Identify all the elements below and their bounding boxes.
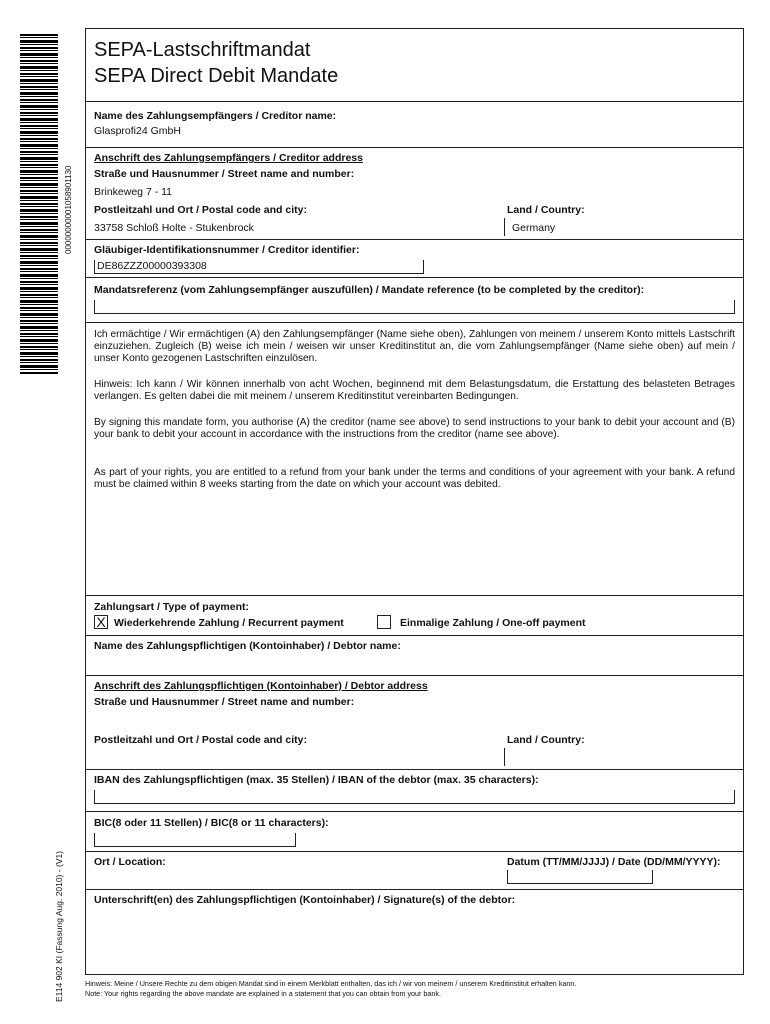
creditor-name-value: Glasprofi24 GmbH — [94, 125, 181, 137]
debtor-bic-field[interactable] — [94, 833, 296, 847]
debtor-iban-section — [86, 769, 743, 812]
date-field[interactable] — [507, 870, 653, 884]
mandate-reference-field[interactable] — [94, 300, 735, 314]
debtor-iban-field[interactable] — [94, 790, 735, 804]
creditor-street-value: Brinkeweg 7 - 11 — [94, 186, 173, 198]
one-off-payment-checkbox[interactable] — [377, 615, 391, 629]
one-off-payment-label: Einmalige Zahlung / One-off payment — [400, 617, 586, 629]
footnote-german: Hinweis: Meine / Unsere Rechte zu dem obigen Mandat sind in einem Merkblatt enthalten, das ich / wir von meinem / unserem Kreditinstitut erhalten kann. — [85, 979, 577, 988]
debtor-address-heading: Anschrift des Zahlungspflichtigen (Kontoinhaber) / Debtor address — [94, 680, 428, 692]
mandate-reference-section — [86, 277, 743, 323]
location-date-section — [86, 851, 743, 890]
creditor-identifier-section — [86, 239, 743, 278]
creditor-postal-value: 33758 Schloß Holte - Stukenbrock — [94, 222, 254, 234]
refund-notice-english: As part of your rights, you are entitled to a refund from your bank under the terms and conditions of your agreement with your bank. A refund must be claimed within 8 weeks starting from the date on which your account was debited. — [94, 467, 735, 491]
title-german: SEPA-Lastschriftmandat — [94, 39, 311, 61]
debtor-address-section — [86, 675, 743, 770]
debtor-postal-label: Postleitzahl und Ort / Postal code and city: — [94, 734, 307, 746]
creditor-country-label: Land / Country: — [507, 204, 585, 216]
debtor-bic-section — [86, 811, 743, 852]
mandate-reference-label: Mandatsreferenz (vom Zahlungsempfänger auszufüllen) / Mandate reference (to be completed by the creditor): — [94, 284, 645, 296]
recurrent-payment-checkbox[interactable]: X — [94, 615, 108, 629]
mandate-text-german: Ich ermächtige / Wir ermächtigen (A) den Zahlungsempfänger (Name siehe oben), Zahlungen von meinem / unserem Konto mittels Lastschrift einzuziehen. Zugleich (B) weise ich mein / weisen wir unser Kreditinstitut an, die vom Zahlungsempfänger (Name siehe oben) auf mein / unser Konto gezogenen Lastschriften einzulösen. — [94, 329, 735, 365]
title-section — [86, 29, 743, 101]
creditor-street-label: Straße und Hausnummer / Street name and number: — [94, 168, 355, 180]
debtor-name-label: Name des Zahlungspflichtigen (Kontoinhaber) / Debtor name: — [94, 640, 401, 652]
creditor-identifier-label: Gläubiger-Identifikationsnummer / Creditor identifier: — [94, 244, 360, 256]
creditor-postal-label: Postleitzahl und Ort / Postal code and city: — [94, 204, 307, 216]
footnote-english: Note: Your rights regarding the above mandate are explained in a statement that you can obtain from your bank. — [85, 989, 442, 998]
creditor-name-section — [86, 101, 743, 148]
signature-label: Unterschrift(en) des Zahlungspflichtigen (Kontoinhaber) / Signature(s) of the debtor: — [94, 894, 516, 906]
creditor-address-heading: Anschrift des Zahlungsempfängers / Creditor address — [94, 152, 363, 164]
date-label: Datum (TT/MM/JJJJ) / Date (DD/MM/YYYY): — [507, 856, 721, 868]
creditor-name-label: Name des Zahlungsempfängers / Creditor name: — [94, 110, 337, 122]
debtor-iban-label: IBAN des Zahlungspflichtigen (max. 35 Stellen) / IBAN of the debtor (max. 35 characters): — [94, 774, 539, 786]
debtor-name-section — [86, 635, 743, 676]
payment-type-label: Zahlungsart / Type of payment: — [94, 601, 249, 613]
mandate-text-section — [86, 322, 743, 596]
barcode — [20, 34, 58, 374]
refund-notice-german: Hinweis: Ich kann / Wir können innerhalb von acht Wochen, beginnend mit dem Belastungsdatum, die Erstattung des belasteten Betrages verlangen. Es gelten dabei die mit meinem / unserem Kreditinstitut vereinbarten Bedingungen. — [94, 379, 735, 403]
creditor-address-section — [86, 147, 743, 240]
debtor-country-label: Land / Country: — [507, 734, 585, 746]
debtor-country-field[interactable] — [504, 748, 505, 766]
debtor-street-label: Straße und Hausnummer / Street name and number: — [94, 696, 355, 708]
form-version-text: E114 902 KI (Fassung Aug. 2010) - (V1) — [54, 850, 64, 1002]
location-label: Ort / Location: — [94, 856, 166, 868]
recurrent-payment-label: Wiederkehrende Zahlung / Recurrent payment — [114, 617, 344, 629]
creditor-country-value: Germany — [512, 222, 556, 234]
barcode-number: 00000000001058901130 — [64, 165, 73, 254]
title-english: SEPA Direct Debit Mandate — [94, 65, 339, 87]
payment-type-section — [86, 595, 743, 636]
creditor-identifier-value: DE86ZZZ00000393308 — [94, 260, 424, 274]
sepa-mandate-form — [85, 28, 744, 975]
mandate-text-english: By signing this mandate form, you authorise (A) the creditor (name see above) to send instructions to your bank to debit your account and (B) your bank to debit your account in accordance with the instructions from the creditor (name see above). — [94, 417, 735, 441]
debtor-bic-label: BIC(8 oder 11 Stellen) / BIC(8 or 11 characters): — [94, 817, 329, 829]
signature-section — [86, 889, 743, 977]
